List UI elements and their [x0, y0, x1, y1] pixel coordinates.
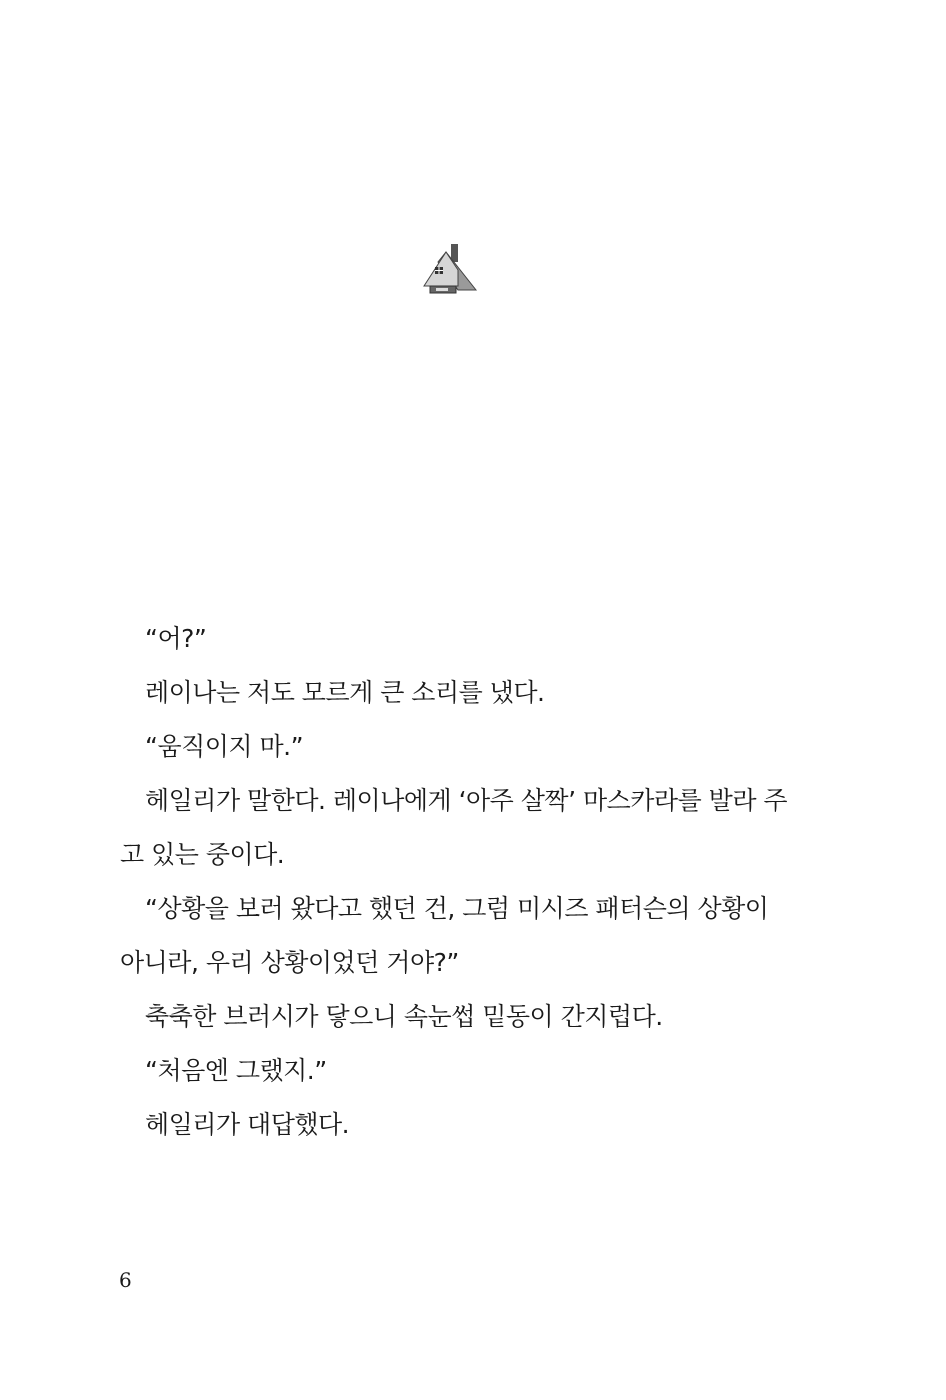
paragraph-line: 축축한 브러시가 닿으니 속눈썹 밑동이 간지럽다. — [145, 1002, 663, 1031]
page-number: 6 — [119, 1268, 132, 1292]
paragraph-line: 헤일리가 대답했다. — [145, 1110, 350, 1139]
paragraph-line: 고 있는 중이다. — [120, 840, 285, 869]
paragraph-line: 레이나는 저도 모르게 큰 소리를 냈다. — [145, 678, 545, 707]
paragraph-line: 헤일리가 말한다. 레이나에게 ‘아주 살짝’ 마스카라를 발라 주 — [145, 786, 788, 815]
paragraph-line: “처음엔 그랬지.” — [145, 1056, 327, 1085]
house-icon — [418, 240, 478, 300]
paragraph-line: “움직이지 마.” — [145, 732, 304, 761]
paragraph-line: “어?” — [145, 624, 207, 653]
body-text — [120, 612, 790, 1152]
paragraph-line: “상황을 보러 왔다고 했던 건, 그럼 미시즈 패터슨의 상황이 — [145, 894, 769, 923]
paragraph-line: 아니라, 우리 상황이었던 거야?” — [120, 948, 459, 977]
